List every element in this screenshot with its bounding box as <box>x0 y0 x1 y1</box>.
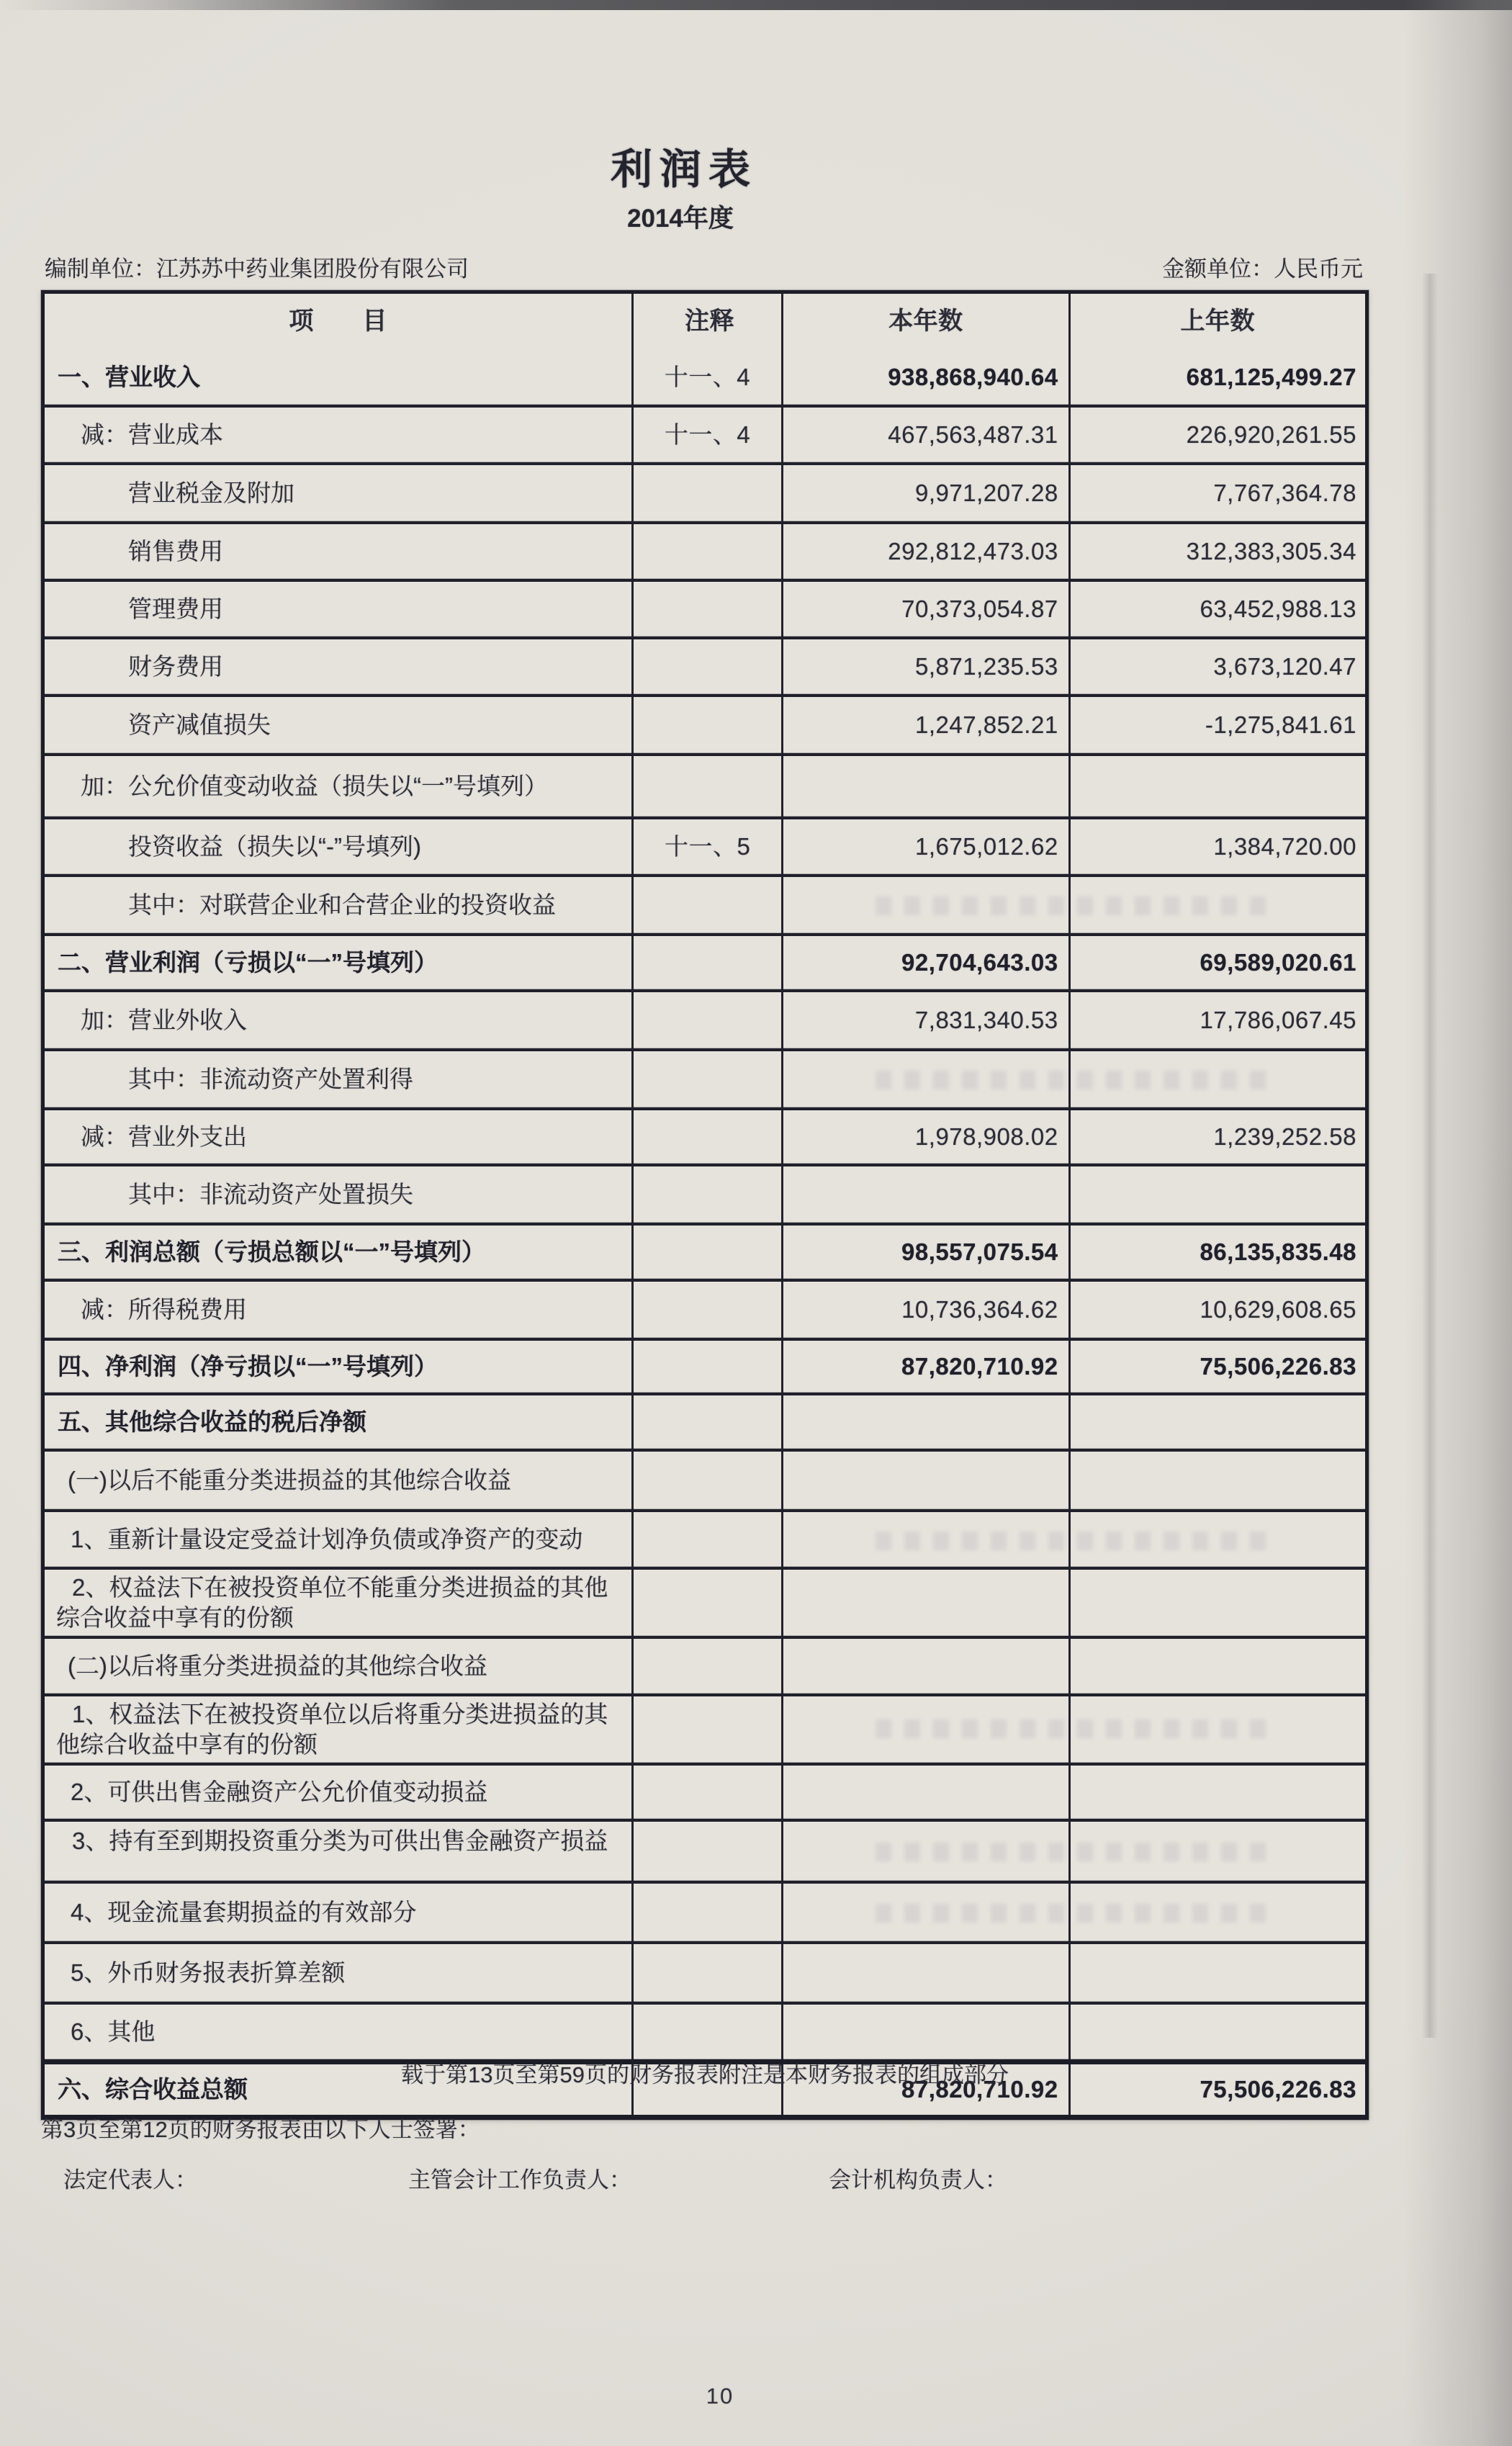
row-current-year-amount <box>783 877 1070 933</box>
page-right-edge-shadow <box>1404 0 1512 2446</box>
row-note-reference <box>634 1696 783 1763</box>
row-item-label: 一、营业收入 <box>45 350 634 405</box>
table-row <box>45 1164 1365 1223</box>
table-row <box>45 521 1365 579</box>
legal-representative-label: 法定代表人： <box>63 2167 197 2193</box>
row-current-year-amount: 1,247,852.21 <box>783 697 1070 753</box>
row-prior-year-amount: 1,384,720.00 <box>1213 832 1356 860</box>
row-note-reference <box>634 1282 783 1338</box>
table-row <box>45 1694 1365 1763</box>
row-item-label: 1、重新计量设定受益计划净负债或净资产的变动 <box>45 1512 634 1567</box>
row-item-label: 二、营业利润（亏损以“一”号填列） <box>45 936 634 989</box>
row-current-year-amount <box>783 1766 1070 1819</box>
row-prior-year-amount: 63,452,988.13 <box>1200 595 1356 622</box>
row-current-year-amount: 292,812,473.03 <box>783 524 1070 579</box>
table-row <box>45 462 1365 521</box>
row-prior-year-amount: 17,786,067.45 <box>1200 1006 1356 1033</box>
row-note-reference <box>634 1110 783 1164</box>
row-note-reference <box>634 582 783 637</box>
row-prior-year-amount: 681,125,499.27 <box>1186 363 1356 390</box>
table-row <box>45 933 1365 989</box>
row-item-label: 五、其他综合收益的税后净额 <box>45 1395 634 1449</box>
row-note-reference <box>634 1766 783 1819</box>
table-row <box>45 694 1365 753</box>
table-row <box>45 817 1365 874</box>
row-item-label: 其中：非流动资产处置利得 <box>45 1051 634 1107</box>
row-current-year-amount <box>783 1570 1070 1636</box>
row-note-reference <box>634 1341 783 1393</box>
row-prior-year-amount: 312,383,305.34 <box>1186 537 1356 565</box>
row-prior-year-amount: 75,506,226.83 <box>1200 2075 1356 2103</box>
table-row <box>45 1509 1365 1567</box>
signers-intro-line: 第3页至第12页的财务报表由以下人士签署： <box>41 2117 480 2142</box>
row-current-year-amount <box>783 1051 1070 1107</box>
row-prior-year-amount <box>1071 1822 1365 1881</box>
row-item-label: 2、可供出售金融资产公允价值变动损益 <box>45 1766 634 1819</box>
header-item: 项 目 <box>45 294 634 350</box>
row-prior-year-amount: 1,239,252.58 <box>1213 1123 1356 1150</box>
row-prior-year-amount <box>1071 1512 1365 1567</box>
row-note-reference <box>634 697 783 753</box>
row-note-reference <box>634 1395 783 1449</box>
row-current-year-amount: 938,868,940.64 <box>783 350 1070 405</box>
row-current-year-amount <box>783 1166 1070 1223</box>
table-row <box>45 1941 1365 2002</box>
notes-reference-line: 载于第13页至第59页的财务报表附注是本财务报表的组成部分 <box>401 2062 1009 2087</box>
table-row <box>45 579 1365 637</box>
table-row <box>45 1567 1365 1636</box>
row-current-year-amount <box>783 1884 1070 1941</box>
page-number: 10 <box>706 2383 734 2409</box>
row-current-year-amount: 92,704,643.03 <box>783 936 1070 989</box>
row-current-year-amount <box>783 1452 1070 1509</box>
row-note-reference <box>634 877 783 933</box>
row-prior-year-amount <box>1071 877 1365 933</box>
row-note-reference <box>634 1166 783 1223</box>
row-note-reference <box>634 992 783 1048</box>
row-item-label: 销售费用 <box>45 524 634 579</box>
row-current-year-amount <box>783 756 1070 817</box>
row-prior-year-amount <box>1071 1051 1365 1107</box>
table-body <box>45 350 1365 2115</box>
table-row <box>45 1107 1365 1164</box>
row-note-reference: 十一、4 <box>634 350 783 405</box>
row-prior-year-amount <box>1071 756 1365 817</box>
row-current-year-amount: 70,373,054.87 <box>783 582 1070 637</box>
row-item-label-text: 2、权益法下在被投资单位不能重分类进损益的其他综合收益中享有的份额 <box>56 1573 608 1631</box>
row-current-year-amount: 98,557,075.54 <box>783 1226 1070 1279</box>
row-item-label: 6、其他 <box>45 2005 634 2059</box>
row-prior-year-amount <box>1071 1884 1365 1941</box>
row-prior-year-amount <box>1071 1766 1365 1819</box>
accounting-dept-head-label: 会计机构负责人： <box>829 2167 1007 2193</box>
row-current-year-amount <box>783 1639 1070 1694</box>
row-item-label: 减：所得税费用 <box>45 1282 634 1338</box>
row-item-label: 加：公允价值变动收益（损失以“一”号填列） <box>45 756 634 817</box>
row-item-label <box>45 1822 634 1881</box>
row-note-reference <box>634 1570 783 1636</box>
row-current-year-amount: 1,675,012.62 <box>783 819 1070 874</box>
row-prior-year-amount: -1,275,841.61 <box>1205 711 1356 738</box>
row-current-year-amount <box>783 1822 1070 1881</box>
row-prior-year-amount: 86,135,835.48 <box>1200 1238 1356 1265</box>
table-row <box>45 637 1365 694</box>
row-prior-year-amount <box>1071 1452 1365 1509</box>
row-item-label: 投资收益（损失以“-”号填列) <box>45 819 634 874</box>
row-prior-year-amount: 7,767,364.78 <box>1213 479 1356 506</box>
row-current-year-amount <box>783 1512 1070 1567</box>
row-prior-year-amount <box>1071 1166 1365 1223</box>
prepared-by-company: 江苏苏中药业集团股份有限公司 <box>156 256 469 282</box>
table-row <box>45 1223 1365 1279</box>
row-prior-year-amount <box>1071 1395 1365 1449</box>
row-current-year-amount: 87,820,710.92 <box>783 2064 1070 2115</box>
row-prior-year-amount: 10,629,608.65 <box>1200 1295 1356 1323</box>
row-prior-year-amount <box>1071 1944 1365 2002</box>
table-header-row <box>45 294 1365 350</box>
row-item-label <box>45 1696 634 1763</box>
row-note-reference <box>634 936 783 989</box>
row-note-reference <box>634 639 783 694</box>
currency-unit-note: 金额单位：人民币元 <box>1162 256 1363 282</box>
row-current-year-amount: 5,871,235.53 <box>783 639 1070 694</box>
row-note-reference <box>634 1822 783 1881</box>
income-statement-table <box>41 290 1369 2120</box>
row-prior-year-amount <box>1071 2005 1365 2059</box>
row-current-year-amount: 7,831,340.53 <box>783 992 1070 1048</box>
row-current-year-amount: 1,978,908.02 <box>783 1110 1070 1164</box>
row-current-year-amount <box>783 2005 1070 2059</box>
row-item-label: (一)以后不能重分类进损益的其他综合收益 <box>45 1452 634 1509</box>
row-item-label: 减：营业成本 <box>45 408 634 462</box>
row-current-year-amount <box>783 1696 1070 1763</box>
row-item-label: 资产减值损失 <box>45 697 634 753</box>
row-prior-year-amount: 69,589,020.61 <box>1200 948 1356 976</box>
table-row <box>45 405 1365 462</box>
row-note-reference <box>634 1512 783 1567</box>
row-item-label: 营业税金及附加 <box>45 465 634 521</box>
row-item-label <box>45 1570 634 1636</box>
row-prior-year-amount: 3,673,120.47 <box>1213 652 1356 680</box>
row-note-reference <box>634 2005 783 2059</box>
row-item-label-text: 3、持有至到期投资重分类为可供出售金融资产损益 <box>72 1827 608 1854</box>
row-note-reference <box>634 1226 783 1279</box>
row-note-reference: 十一、5 <box>634 819 783 874</box>
row-item-label: 4、现金流量套期损益的有效部分 <box>45 1884 634 1941</box>
row-note-reference <box>634 1452 783 1509</box>
chief-accountant-label: 主管会计工作负责人： <box>408 2167 631 2193</box>
table-row <box>45 350 1365 405</box>
table-row <box>45 1048 1365 1107</box>
row-current-year-amount: 87,820,710.92 <box>783 1341 1070 1393</box>
row-prior-year-amount <box>1071 1696 1365 1763</box>
table-row <box>45 753 1365 817</box>
row-item-label: 加：营业外收入 <box>45 992 634 1048</box>
row-note-reference: 十一、4 <box>634 408 783 462</box>
table-row <box>45 2002 1365 2059</box>
row-item-label: 三、利润总额（亏损总额以“一”号填列） <box>45 1226 634 1279</box>
row-note-reference <box>634 756 783 817</box>
row-prior-year-amount: 75,506,226.83 <box>1200 1352 1356 1380</box>
table-row <box>45 1338 1365 1393</box>
row-note-reference <box>634 1051 783 1107</box>
row-prior-year-amount: 226,920,261.55 <box>1186 421 1356 448</box>
row-item-label: 其中：对联营企业和合营企业的投资收益 <box>45 877 634 933</box>
row-current-year-amount: 10,736,364.62 <box>783 1282 1070 1338</box>
row-item-label: 财务费用 <box>45 639 634 694</box>
row-note-reference <box>634 465 783 521</box>
row-prior-year-amount <box>1071 1570 1365 1636</box>
row-current-year-amount <box>783 1395 1070 1449</box>
row-note-reference <box>634 524 783 579</box>
scanner-edge-shadow <box>0 0 1512 10</box>
report-period: 2014年度 <box>627 204 734 233</box>
table-row <box>45 1763 1365 1819</box>
row-current-year-amount: 9,971,207.28 <box>783 465 1070 521</box>
row-item-label: 六、综合收益总额 <box>45 2064 634 2115</box>
row-item-label: 其中：非流动资产处置损失 <box>45 1166 634 1223</box>
table-row <box>45 1393 1365 1449</box>
table-row <box>45 989 1365 1048</box>
prepared-by-line <box>45 251 469 283</box>
row-item-label: 管理费用 <box>45 582 634 637</box>
meta-row <box>45 251 1363 283</box>
table-row <box>45 1819 1365 1881</box>
row-item-label-text: 1、权益法下在被投资单位以后将重分类进损益的其他综合收益中享有的份额 <box>56 1700 608 1758</box>
table-row <box>45 1279 1365 1338</box>
table-row <box>45 1636 1365 1694</box>
row-item-label: 减：营业外支出 <box>45 1110 634 1164</box>
row-current-year-amount <box>783 1944 1070 2002</box>
row-note-reference <box>634 1639 783 1694</box>
row-current-year-amount: 467,563,487.31 <box>783 408 1070 462</box>
row-item-label: 5、外币财务报表折算差额 <box>45 1944 634 2002</box>
header-current-year: 本年数 <box>783 294 1070 350</box>
row-prior-year-amount <box>1071 1639 1365 1694</box>
table-row <box>45 1881 1365 1941</box>
report-title: 利润表 <box>610 146 757 193</box>
table-row <box>45 1449 1365 1509</box>
header-prior-year: 上年数 <box>1180 307 1256 336</box>
row-item-label: 四、净利润（净亏损以“一”号填列） <box>45 1341 634 1393</box>
paper-crease <box>1422 274 1438 2038</box>
prepared-by-label: 编制单位： <box>45 256 156 282</box>
row-note-reference <box>634 1944 783 2002</box>
table-row <box>45 874 1365 933</box>
header-note: 注释 <box>634 294 783 350</box>
row-item-label: (二)以后将重分类进损益的其他综合收益 <box>45 1639 634 1694</box>
row-note-reference <box>634 1884 783 1941</box>
